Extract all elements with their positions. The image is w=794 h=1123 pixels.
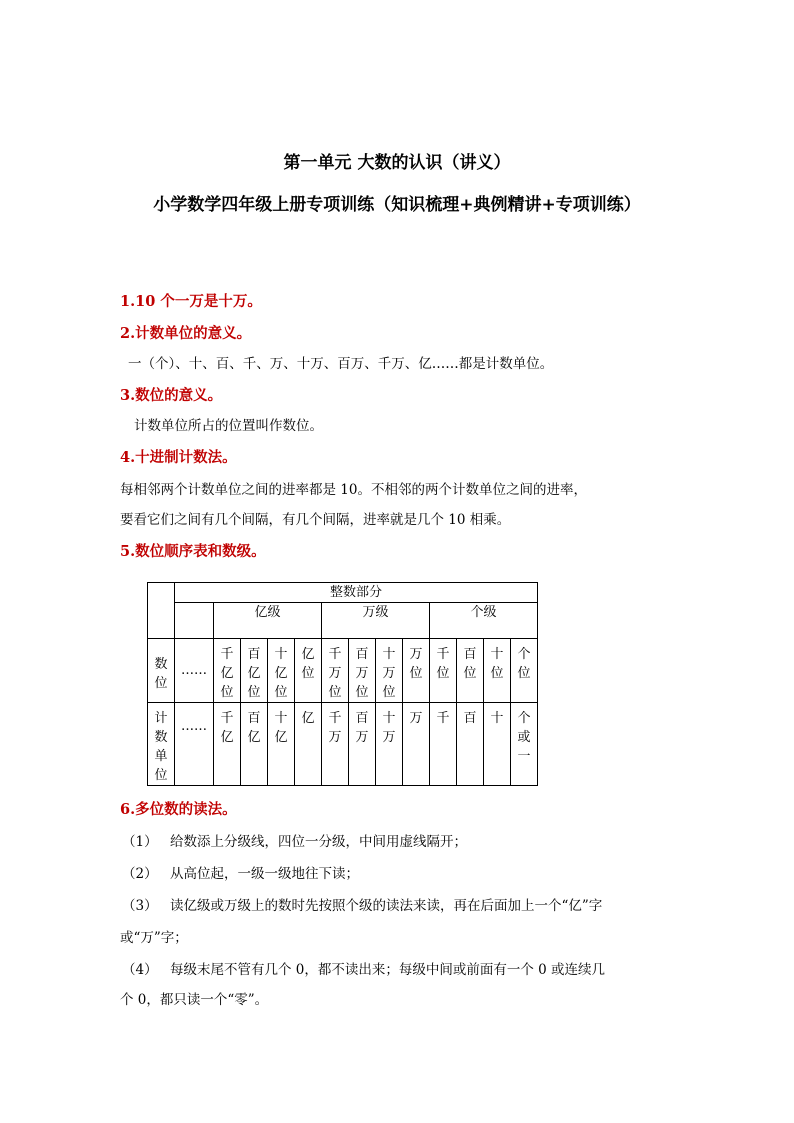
rule-text: 给数添上分级线，四位一分级，中间用虚线隔开； [170,834,467,850]
unit-cell: 百 [457,703,484,786]
ellipsis-cell: …… [175,639,214,703]
position-cell: 千位 [430,639,457,703]
rule-number: （4） [122,962,158,978]
unit-cell: 十亿 [268,703,295,786]
section-text-4a: 每相邻两个计数单位之间的进率都是 10。不相邻的两个计数单位之间的进率， [120,482,587,498]
position-cell: 十亿位 [268,639,295,703]
position-cell: 百位 [457,639,484,703]
page-title: 第一单元 大数的认识（讲义） [283,153,511,173]
section-text-4b: 要看它们之间有几个间隔，有几个间隔，进率就是几个 10 相乘。 [120,512,511,528]
rule-number: （2） [122,866,158,882]
unit-cell: 千亿 [214,703,241,786]
unit-cell: 百亿 [241,703,268,786]
page-subtitle: 小学数学四年级上册专项训练（知识梳理+典例精讲+专项训练） [153,195,641,215]
position-cell: 亿位 [295,639,322,703]
unit-cell: 亿 [295,703,322,786]
position-cell: 百亿位 [241,639,268,703]
unit-cell: 十万 [376,703,403,786]
unit-cell: 千 [430,703,457,786]
row-label-position: 数位 [148,639,175,703]
unit-cell: 个或一 [511,703,538,786]
position-cell: 万位 [403,639,430,703]
rule-number: （3） [122,898,158,914]
unit-cell: 十 [484,703,511,786]
rule-text: 从高位起，一级一级地往下读； [170,866,359,882]
level-yi: 亿级 [214,603,322,639]
rule-text-continued: 个 0，都只读一个“零”。 [120,992,269,1008]
corner-cell [148,583,175,639]
section-heading-1: 1.10 个一万是十万。 [120,293,262,310]
position-cell: 个位 [511,639,538,703]
position-cell: 千万位 [322,639,349,703]
section-text-2: 一（个）、十、百、千、万、十万、百万、千万、亿……都是计数单位。 [128,356,554,372]
ellipsis-cell: …… [175,703,214,786]
whole-part-header: 整数部分 [175,583,538,603]
position-cell: 百万位 [349,639,376,703]
position-cell: 千亿位 [214,639,241,703]
blank-level-cell [175,603,214,639]
level-wan: 万级 [322,603,430,639]
level-ge: 个级 [430,603,538,639]
row-label-unit: 计数单位 [148,703,175,786]
section-heading-3: 3.数位的意义。 [120,387,223,404]
rule-text: 每级末尾不管有几个 0，都不读出来；每级中间或前面有一个 0 或连续几 [170,962,606,978]
section-heading-5: 5.数位顺序表和数级。 [120,543,266,560]
position-cell: 十万位 [376,639,403,703]
unit-cell: 百万 [349,703,376,786]
unit-cell: 千万 [322,703,349,786]
place-value-table [147,582,538,786]
section-text-3: 计数单位所占的位置叫作数位。 [134,418,323,434]
unit-cell: 万 [403,703,430,786]
rule-text: 读亿级或万级上的数时先按照个级的读法来读，再在后面加上一个“亿”字 [170,898,603,914]
rule-text-continued: 或“万”字； [120,930,188,946]
section-heading-2: 2.计数单位的意义。 [120,325,252,342]
section-heading-6: 6.多位数的读法。 [120,801,237,818]
rule-number: （1） [122,834,158,850]
section-heading-4: 4.十进制计数法。 [120,449,237,466]
position-cell: 十位 [484,639,511,703]
